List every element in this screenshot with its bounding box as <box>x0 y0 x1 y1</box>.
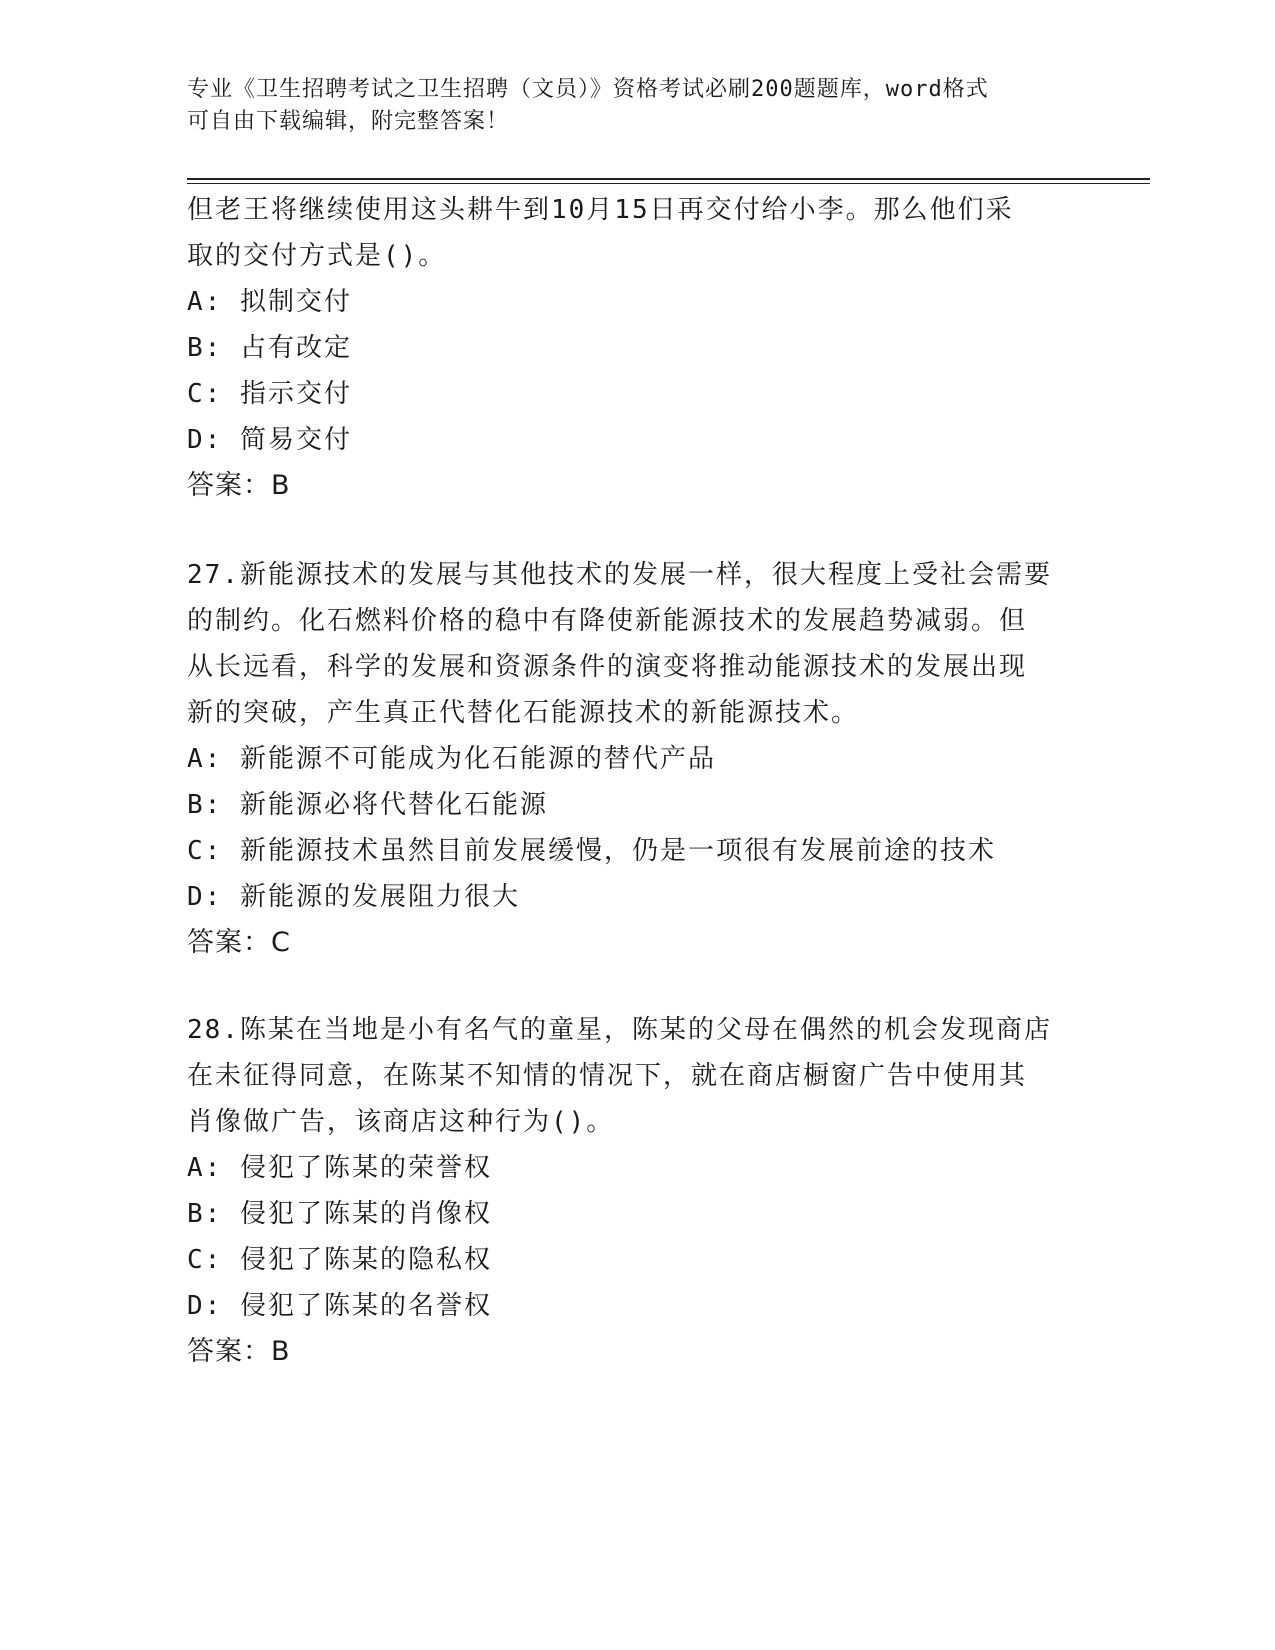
option-d: D: 简易交付 <box>187 425 352 455</box>
answer-line: 答案：B <box>187 1336 291 1367</box>
answer-line: 答案：B <box>187 470 291 501</box>
question-block-27 <box>187 552 1087 966</box>
question-block-28 <box>187 1007 1087 1375</box>
question-stem-line: 的制约。化石燃料价格的稳中有降使新能源技术的发展趋势减弱。但 <box>187 606 1028 636</box>
question-stem-line: 28.陈某在当地是小有名气的童星，陈某的父母在偶然的机会发现商店 <box>187 1015 1052 1045</box>
question-stem-line: 取的交付方式是()。 <box>187 241 447 271</box>
question-stem-line: 从长远看，科学的发展和资源条件的演变将推动能源技术的发展出现 <box>187 652 1028 682</box>
option-b: B: 新能源必将代替化石能源 <box>187 790 548 820</box>
question-stem-line: 肖像做广告，该商店这种行为()。 <box>187 1107 615 1137</box>
question-stem-line: 在未征得同意，在陈某不知情的情况下，就在商店橱窗广告中使用其 <box>187 1061 1028 1091</box>
option-d: D: 侵犯了陈某的名誉权 <box>187 1291 492 1321</box>
question-stem-line: 27.新能源技术的发展与其他技术的发展一样，很大程度上受社会需要 <box>187 560 1052 590</box>
option-c: C: 新能源技术虽然目前发展缓慢，仍是一项很有发展前途的技术 <box>187 836 996 866</box>
question-block-26 <box>187 187 1087 509</box>
option-c: C: 指示交付 <box>187 379 352 409</box>
option-b: B: 占有改定 <box>187 333 352 363</box>
document-header <box>187 74 1067 138</box>
option-a: A: 侵犯了陈某的荣誉权 <box>187 1153 492 1183</box>
question-stem-line: 但老王将继续使用这头耕牛到10月15日再交付给小李。那么他们采 <box>187 195 1014 225</box>
option-c: C: 侵犯了陈某的隐私权 <box>187 1245 492 1275</box>
header-line-2: 可自由下载编辑，附完整答案！ <box>187 109 510 134</box>
option-a: A: 新能源不可能成为化石能源的替代产品 <box>187 744 716 774</box>
header-rule-thin <box>187 183 1150 184</box>
option-a: A: 拟制交付 <box>187 287 352 317</box>
option-b: B: 侵犯了陈某的肖像权 <box>187 1199 492 1229</box>
question-stem-line: 新的突破，产生真正代替化石能源技术的新能源技术。 <box>187 698 860 728</box>
header-line-1: 专业《卫生招聘考试之卫生招聘（文员）》资格考试必刷200题题库，word格式 <box>187 77 989 102</box>
answer-line: 答案：C <box>187 927 291 958</box>
option-d: D: 新能源的发展阻力很大 <box>187 882 520 912</box>
header-rule-thick <box>187 178 1150 180</box>
